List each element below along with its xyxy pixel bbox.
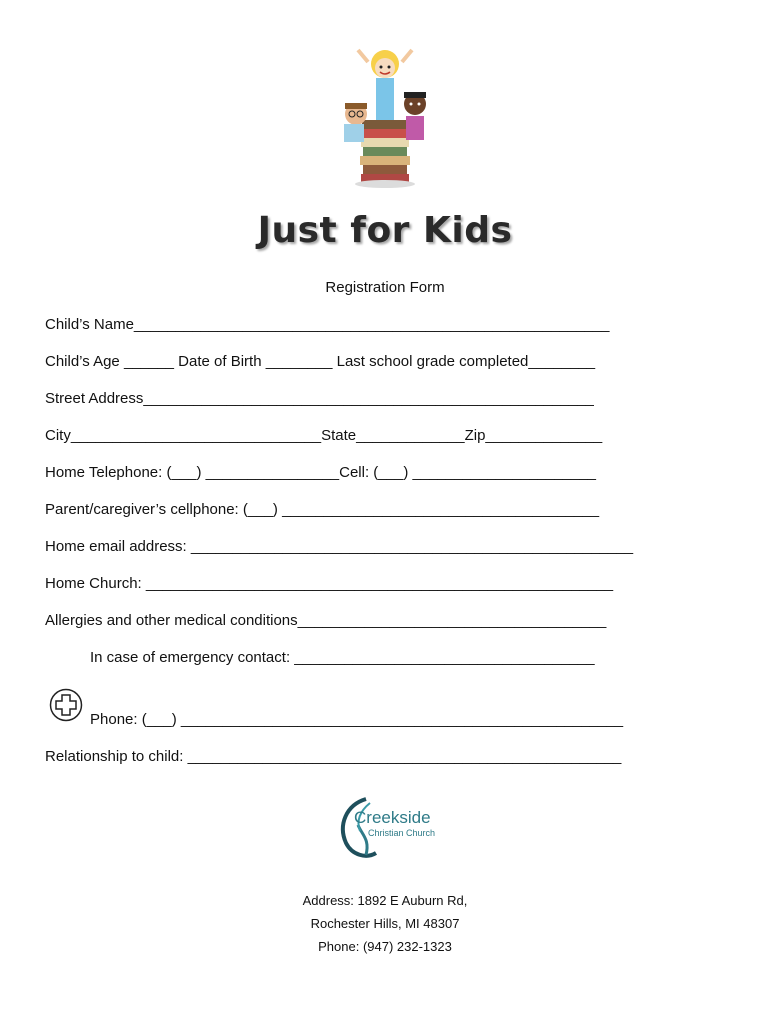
church-phone: Phone: (947) 232-1323: [318, 939, 452, 954]
page-title: Just for Kids: [257, 210, 513, 251]
relationship-field[interactable]: Relationship to child: ____________________________________________________: [45, 748, 622, 765]
emergency-phone-field[interactable]: Phone: (___) _____________________________________________________: [90, 711, 624, 728]
parent-cellphone-field[interactable]: Parent/caregiver’s cellphone: (___) ______________________________________: [45, 501, 600, 518]
kids-books-illustration: [330, 42, 440, 192]
child-age-dob-grade-field[interactable]: Child’s Age ______ Date of Birth ________ Last school grade completed________: [45, 353, 596, 370]
church-name: Creekside: [354, 808, 431, 827]
city-state-zip-field[interactable]: City______________________________State_____________Zip______________: [45, 427, 603, 444]
medical-cross-icon: [49, 688, 83, 722]
home-email-field[interactable]: Home email address: _____________________________________________________: [45, 538, 634, 555]
home-church-field[interactable]: Home Church: ________________________________________________________: [45, 575, 614, 592]
street-address-field[interactable]: Street Address______________________________________________________: [45, 390, 594, 407]
home-telephone-field[interactable]: Home Telephone: (___) ________________Cell: (___) ______________________: [45, 464, 597, 481]
church-subname: Christian Church: [368, 828, 436, 838]
emergency-contact-field[interactable]: In case of emergency contact: ____________________________________: [90, 649, 595, 666]
form-subtitle: Registration Form: [325, 279, 445, 296]
child-name-field[interactable]: Child’s Name_________________________________________________________: [45, 316, 610, 333]
address-line-1: Address: 1892 E Auburn Rd,: [302, 893, 468, 908]
allergies-field[interactable]: Allergies and other medical conditions_____________________________________: [45, 612, 607, 629]
address-line-2: Rochester Hills, MI 48307: [310, 916, 460, 931]
